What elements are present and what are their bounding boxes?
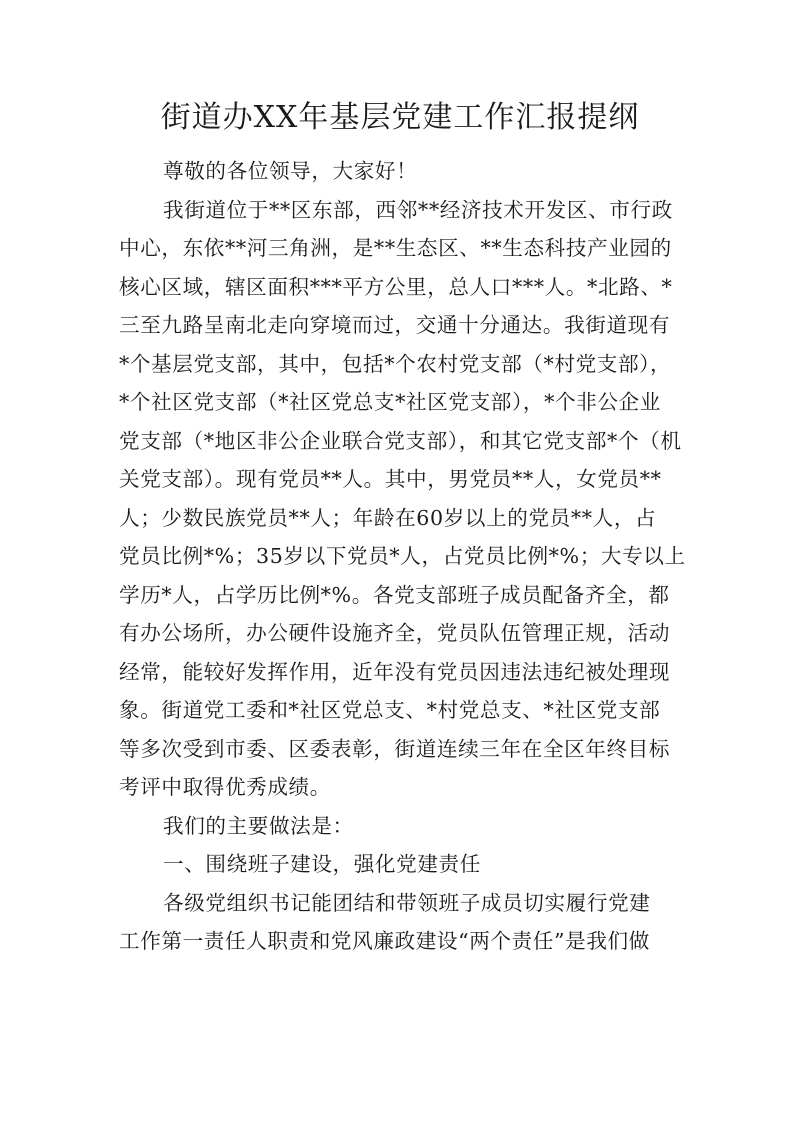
document-title: 街道办XX年基层党建工作汇报提纲 [160,100,640,135]
paragraph-line: 等多次受到市委、区委表彰，街道连续三年在全区年终目标 [119,736,671,761]
paragraph-line: 三至九路呈南北走向穿境而过，交通十分通达。我街道现有 [119,313,671,337]
paragraph-line: 学历*人，占学历比例*%。各党支部班子成员配备齐全，都 [119,582,670,607]
paragraph-line: 中心，东依**河三角洲，是**生态区、**生态科技产业园的 [119,236,672,260]
paragraph-line: 考评中取得优秀成绩。 [119,775,331,799]
paragraph-line: 象。街道党工委和*社区党总支、*村党总支、*社区党支部 [119,698,661,722]
paragraph-line: 党员比例*%；35岁以下党员*人，占党员比例*%；大专以上 [119,544,686,568]
paragraph-line: *个社区党支部（*社区党总支*社区党支部），*个非公企业 [119,390,661,414]
paragraph-line: 我街道位于**区东部，西邻**经济技术开发区、市行政 [163,197,673,222]
paragraph-line: *个基层党支部，其中，包括*个农村党支部（*村党支部）， [119,351,672,376]
greeting-line: 尊敬的各位领导，大家好！ [163,159,418,183]
section-intro-line: 我们的主要做法是： [163,813,354,838]
paragraph-line: 关党支部）。现有党员**人。其中，男党员**人，女党员** [119,467,662,491]
paragraph-line: 经常，能较好发挥作用，近年没有党员因违法违纪被处理现 [119,659,671,684]
paragraph-line: 人；少数民族党员**人；年龄在60岁以上的党员**人，占 [119,505,657,530]
paragraph-line: 各级党组织书记能团结和带领班子成员切实履行党建 [163,890,651,915]
document-body [119,152,685,961]
paragraph-line: 工作第一责任人职责和党风廉政建设“两个责任”是我们做 [119,929,650,953]
paragraph-line: 有办公场所，办公硬件设施齐全，党员队伍管理正规，活动 [119,621,671,645]
section-heading: 一、围绕班子建设，强化党建责任 [163,852,481,876]
paragraph-line: 核心区域，辖区面积***平方公里，总人口***人。*北路、* [119,274,673,299]
paragraph-line: 党支部（*地区非公企业联合党支部），和其它党支部*个（机 [119,428,682,453]
